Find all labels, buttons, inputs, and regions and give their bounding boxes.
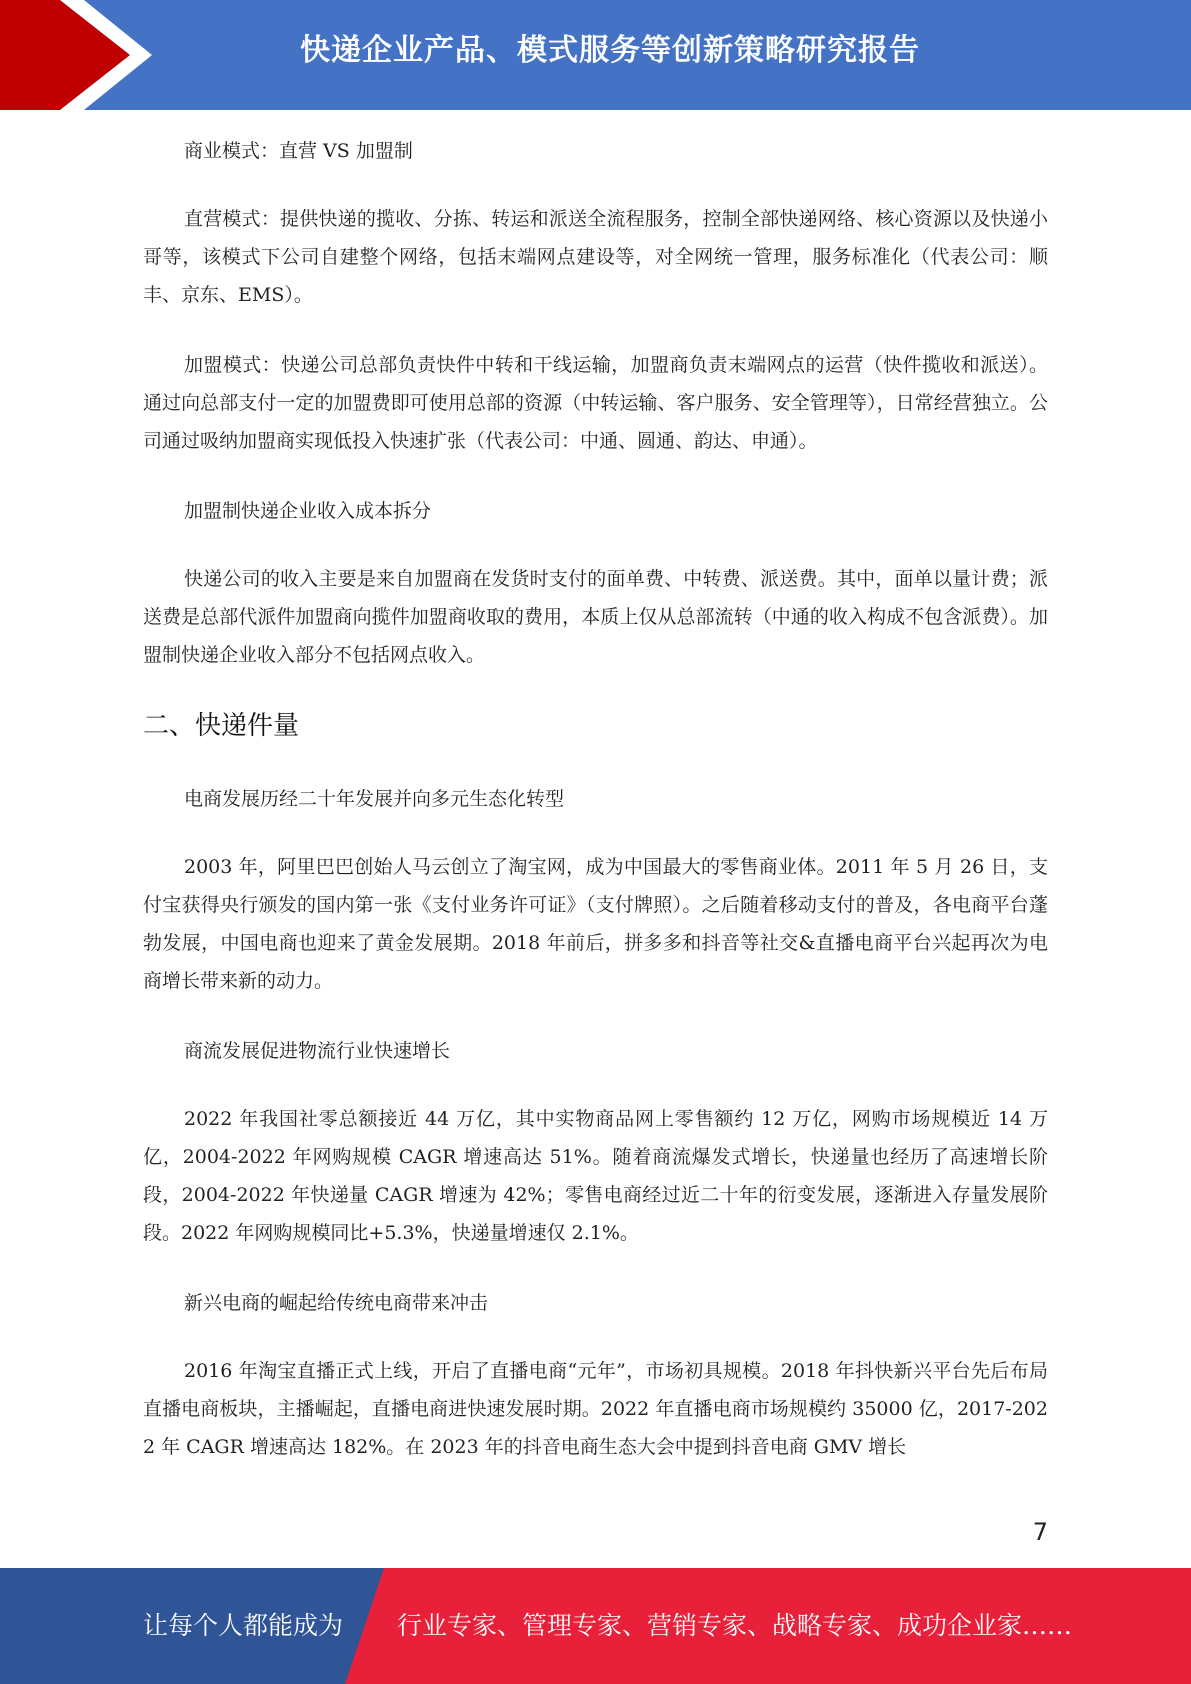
section-heading-express-volume: 二、快递件量 <box>143 711 300 741</box>
paragraph-emerging-ecommerce: 2016 年淘宝直播正式上线，开启了直播电商“元年”，市场初具规模。2018 年抖快新兴平台先后布局直播电商板块，主播崛起，直播电商进快速发展时期。2022 年直播电商市场规模约 35000 亿，2017-2022 年 CAGR 增速高达 182%。在 2023 年的抖音电商生态大会中提到抖音电商 GMV 增长 <box>143 1360 1048 1458</box>
paragraph-revenue: 快递公司的收入主要是来自加盟商在发货时支付的面单费、中转费、派送费。其中，面单以量计费；派送费是总部代派件加盟商向揽件加盟商收取的费用，本质上仅从总部流转（中通的收入构成不包含派费）。加盟制快递企业收入部分不包括网点收入。 <box>143 568 1048 666</box>
subheading-commerce-flow: 商流发展促进物流行业快速增长 <box>184 1040 451 1062</box>
paragraph-franchise-model: 加盟模式：快递公司总部负责快件中转和干线运输，加盟商负责末端网点的运营（快件揽收和派送）。通过向总部支付一定的加盟费即可使用总部的资源（中转运输、客户服务、安全管理等），日常经营独立。公司通过吸纳加盟商实现低投入快速扩张（代表公司：中通、圆通、韵达、申通）。 <box>143 354 1048 452</box>
paragraph-commerce-flow: 2022 年我国社零总额接近 44 万亿，其中实物商品网上零售额约 12 万亿，网购市场规模近 14 万亿，2004-2022 年网购规模 CAGR 增速高达 51%。随着商流爆发式增长，快递量也经历了高速增长阶段，2004-2022 年快递量 CAGR 增速为 42%；零售电商经过近二十年的衍变发展，逐渐进入存量发展阶段。2022 年网购规模同比+5.3%，快递量增速仅 2.1%。 <box>143 1108 1048 1244</box>
document-body <box>143 132 1048 1498</box>
paragraph-direct-model: 直营模式：提供快递的揽收、分拣、转运和派送全流程服务，控制全部快递网络、核心资源以及快递小哥等，该模式下公司自建整个网络，包括末端网点建设等，对全网统一管理，服务标准化（代表公司：顺丰、京东、EMS）。 <box>143 208 1048 306</box>
red-chevron-decoration <box>0 0 160 110</box>
subheading-business-model: 商业模式：直营 VS 加盟制 <box>184 140 413 162</box>
page-number: 7 <box>1032 1518 1048 1546</box>
subheading-emerging-ecommerce: 新兴电商的崛起给传统电商带来冲击 <box>184 1292 489 1314</box>
subheading-revenue-split: 加盟制快递企业收入成本拆分 <box>184 500 432 522</box>
page-footer <box>0 1568 1191 1684</box>
footer-slogan-right: 行业专家、管理专家、营销专家、战略专家、成功企业家…… <box>397 1611 1073 1640</box>
page-header <box>0 0 1191 110</box>
paragraph-ecommerce-history: 2003 年，阿里巴巴创始人马云创立了淘宝网，成为中国最大的零售商业体。2011 年 5 月 26 日，支付宝获得央行颁发的国内第一张《支付业务许可证》（支付牌照）。之后随着移动支付的普及，各电商平台蓬勃发展，中国电商也迎来了黄金发展期。2018 年前后，拼多多和抖音等社交&直播电商平台兴起再次为电商增长带来新的动力。 <box>143 856 1048 992</box>
report-title: 快递企业产品、模式服务等创新策略研究报告 <box>300 33 920 68</box>
subheading-ecommerce-development: 电商发展历经二十年发展并向多元生态化转型 <box>184 788 565 810</box>
footer-slogan-left: 让每个人都能成为 <box>143 1611 344 1640</box>
